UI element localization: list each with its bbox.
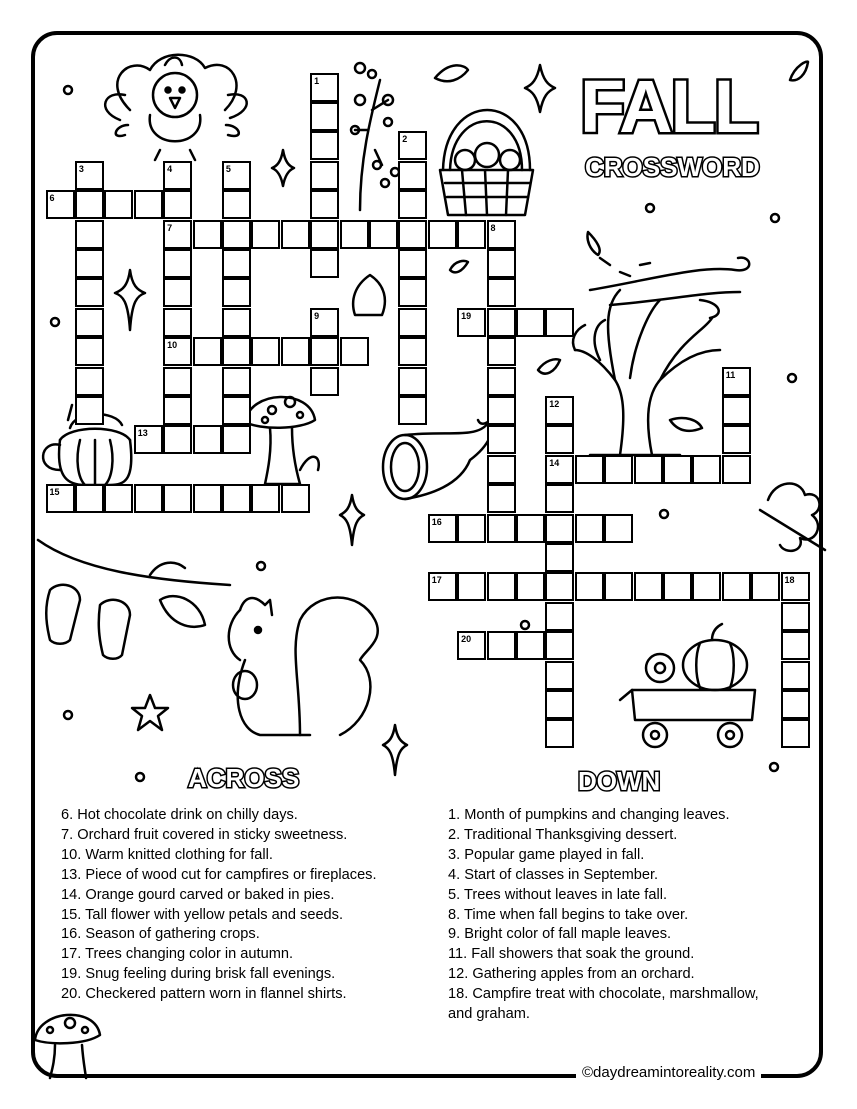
crossword-cell[interactable] bbox=[457, 514, 486, 543]
crossword-cell[interactable] bbox=[193, 425, 222, 454]
crossword-title: CROSSWORD bbox=[585, 152, 760, 182]
crossword-cell[interactable] bbox=[722, 425, 751, 454]
down-clue: 11. Fall showers that soak the ground. bbox=[448, 946, 695, 963]
crossword-cell[interactable] bbox=[487, 572, 516, 601]
crossword-cell[interactable] bbox=[222, 161, 251, 190]
crossword-cell[interactable] bbox=[428, 572, 457, 601]
pumpkin-wagon-icon bbox=[620, 624, 755, 747]
crossword-cell[interactable] bbox=[134, 190, 163, 219]
crossword-cell[interactable] bbox=[722, 396, 751, 425]
crossword-cell[interactable] bbox=[722, 367, 751, 396]
crossword-cell[interactable] bbox=[545, 602, 574, 631]
across-clue: 17. Trees changing color in autumn. bbox=[61, 946, 294, 963]
crossword-cell[interactable] bbox=[781, 719, 810, 748]
crossword-cell[interactable] bbox=[75, 190, 104, 219]
crossword-cell[interactable] bbox=[781, 661, 810, 690]
clue-number: 18 bbox=[784, 575, 795, 586]
crossword-cell[interactable] bbox=[310, 73, 339, 102]
crossword-cell[interactable] bbox=[134, 484, 163, 513]
crossword-cell[interactable] bbox=[663, 572, 692, 601]
clue-number: 7 bbox=[167, 222, 173, 233]
crossword-cell[interactable] bbox=[163, 337, 192, 366]
clue-number: 5 bbox=[225, 163, 231, 174]
crossword-cell[interactable] bbox=[545, 661, 574, 690]
crossword-cell[interactable] bbox=[340, 220, 369, 249]
across-clue-list bbox=[61, 806, 377, 1005]
crossword-cell[interactable] bbox=[781, 690, 810, 719]
across-clue: 16. Season of gathering crops. bbox=[61, 926, 260, 943]
clue-number: 16 bbox=[431, 516, 442, 527]
crossword-cell[interactable] bbox=[163, 249, 192, 278]
crossword-cell[interactable] bbox=[193, 337, 222, 366]
crossword-cell[interactable] bbox=[516, 631, 545, 660]
crossword-cell[interactable] bbox=[487, 278, 516, 307]
crossword-cell[interactable] bbox=[692, 572, 721, 601]
crossword-cell[interactable] bbox=[545, 425, 574, 454]
crossword-cell[interactable] bbox=[222, 367, 251, 396]
crossword-cell[interactable] bbox=[163, 190, 192, 219]
crossword-cell[interactable] bbox=[545, 514, 574, 543]
crossword-cell[interactable] bbox=[398, 337, 427, 366]
crossword-cell[interactable] bbox=[310, 161, 339, 190]
footer-credit: ©daydreamintoreality.com bbox=[576, 1064, 761, 1081]
oak-leaf-icon bbox=[760, 484, 825, 551]
crossword-cell[interactable] bbox=[487, 631, 516, 660]
title-fall-text: FALL bbox=[580, 70, 757, 140]
crossword-cell[interactable] bbox=[545, 572, 574, 601]
down-clue: 3. Popular game played in fall. bbox=[448, 846, 645, 863]
down-clue: 2. Traditional Thanksgiving dessert. bbox=[448, 826, 678, 843]
crossword-cell[interactable] bbox=[281, 220, 310, 249]
crossword-cell[interactable] bbox=[134, 425, 163, 454]
crossword-cell[interactable] bbox=[545, 484, 574, 513]
berry-branch-icon bbox=[351, 63, 399, 210]
down-clue: 18. Campfire treat with chocolate, marshmallow, bbox=[448, 986, 759, 1003]
down-clue-list bbox=[448, 806, 759, 1025]
across-clue: 7. Orchard fruit covered in sticky sweetness. bbox=[61, 826, 348, 843]
crossword-cell[interactable] bbox=[604, 514, 633, 543]
clue-number: 9 bbox=[314, 310, 320, 321]
crossword-cell[interactable] bbox=[457, 308, 486, 337]
clue-number: 8 bbox=[490, 222, 496, 233]
crossword-cell[interactable] bbox=[251, 337, 280, 366]
crossword-cell[interactable] bbox=[398, 367, 427, 396]
crossword-cell[interactable] bbox=[310, 249, 339, 278]
crossword-cell[interactable] bbox=[457, 220, 486, 249]
across-clue: 14. Orange gourd carved or baked in pies. bbox=[61, 886, 335, 903]
crossword-cell[interactable] bbox=[369, 220, 398, 249]
clue-number: 13 bbox=[137, 428, 148, 439]
crossword-cell[interactable] bbox=[163, 484, 192, 513]
crossword-cell[interactable] bbox=[428, 220, 457, 249]
crossword-cell[interactable] bbox=[163, 308, 192, 337]
crossword-cell[interactable] bbox=[398, 190, 427, 219]
down-clue: 5. Trees without leaves in late fall. bbox=[448, 886, 668, 903]
crossword-cell[interactable] bbox=[163, 278, 192, 307]
crossword-cell[interactable] bbox=[398, 308, 427, 337]
crossword-cell[interactable] bbox=[75, 278, 104, 307]
crossword-cell[interactable] bbox=[722, 455, 751, 484]
down-clue: 1. Month of pumpkins and changing leaves. bbox=[448, 807, 730, 823]
crossword-cell[interactable] bbox=[310, 337, 339, 366]
down-clue: 12. Gathering apples from an orchard. bbox=[448, 966, 695, 983]
clue-number: 4 bbox=[167, 163, 173, 174]
clue-number: 19 bbox=[461, 310, 472, 321]
crossword-cell[interactable] bbox=[104, 484, 133, 513]
crossword-cell[interactable] bbox=[751, 572, 780, 601]
across-heading: ACROSS bbox=[188, 763, 300, 793]
crossword-cell[interactable] bbox=[281, 337, 310, 366]
crossword-cell[interactable] bbox=[310, 220, 339, 249]
crossword-cell[interactable] bbox=[457, 631, 486, 660]
crossword-cell[interactable] bbox=[516, 514, 545, 543]
crossword-cell[interactable] bbox=[46, 484, 75, 513]
crossword-cell[interactable] bbox=[487, 425, 516, 454]
turkey-icon bbox=[105, 55, 247, 160]
crossword-cell[interactable] bbox=[634, 572, 663, 601]
crossword-cell[interactable] bbox=[604, 455, 633, 484]
crossword-cell[interactable] bbox=[75, 367, 104, 396]
crossword-cell[interactable] bbox=[457, 572, 486, 601]
down-heading: DOWN bbox=[578, 766, 661, 796]
crossword-cell[interactable] bbox=[722, 572, 751, 601]
crossword-cell[interactable] bbox=[516, 308, 545, 337]
clue-number: 6 bbox=[49, 193, 55, 204]
crossword-cell[interactable] bbox=[75, 220, 104, 249]
across-clue: 13. Piece of wood cut for campfires or fireplaces. bbox=[61, 866, 377, 883]
clue-number: 17 bbox=[431, 575, 442, 586]
clue-number: 3 bbox=[78, 163, 84, 174]
mushroom-icon bbox=[245, 397, 319, 484]
crossword-cell[interactable] bbox=[222, 308, 251, 337]
crossword-cell[interactable] bbox=[340, 337, 369, 366]
crossword-cell[interactable] bbox=[487, 337, 516, 366]
crossword-cell[interactable] bbox=[193, 220, 222, 249]
crossword-cell[interactable] bbox=[310, 308, 339, 337]
crossword-cell[interactable] bbox=[575, 514, 604, 543]
crossword-cell[interactable] bbox=[781, 602, 810, 631]
crossword-cell[interactable] bbox=[575, 455, 604, 484]
crossword-cell[interactable] bbox=[487, 220, 516, 249]
crossword-cell[interactable] bbox=[634, 455, 663, 484]
clue-number: 20 bbox=[461, 634, 472, 645]
clue-number: 15 bbox=[49, 487, 60, 498]
crossword-cell[interactable] bbox=[163, 396, 192, 425]
crossword-cell[interactable] bbox=[75, 249, 104, 278]
crossword-cell[interactable] bbox=[487, 249, 516, 278]
crossword-cell[interactable] bbox=[310, 131, 339, 160]
crossword-cell[interactable] bbox=[487, 484, 516, 513]
crossword-cell[interactable] bbox=[222, 484, 251, 513]
crossword-cell[interactable] bbox=[545, 690, 574, 719]
crossword-cell[interactable] bbox=[222, 337, 251, 366]
down-clue: 8. Time when fall begins to take over. bbox=[448, 906, 689, 923]
crossword-cell[interactable] bbox=[163, 220, 192, 249]
crossword-cell[interactable] bbox=[222, 425, 251, 454]
crossword-cell[interactable] bbox=[310, 367, 339, 396]
crossword-cell[interactable] bbox=[781, 572, 810, 601]
crossword-cell[interactable] bbox=[46, 190, 75, 219]
crossword-cell[interactable] bbox=[222, 278, 251, 307]
clue-number: 1 bbox=[314, 75, 320, 86]
crossword-cell[interactable] bbox=[310, 190, 339, 219]
crossword-cell[interactable] bbox=[663, 455, 692, 484]
crossword-cell[interactable] bbox=[75, 396, 104, 425]
crossword-cell[interactable] bbox=[222, 396, 251, 425]
crossword-cell[interactable] bbox=[398, 220, 427, 249]
crossword-cell[interactable] bbox=[75, 484, 104, 513]
across-clue: 15. Tall flower with yellow petals and seeds. bbox=[61, 906, 344, 923]
crossword-cell[interactable] bbox=[398, 131, 427, 160]
crossword-cell[interactable] bbox=[222, 220, 251, 249]
crossword-cell[interactable] bbox=[487, 396, 516, 425]
crossword-cell[interactable] bbox=[545, 631, 574, 660]
crossword-cell[interactable] bbox=[163, 367, 192, 396]
clue-number: 12 bbox=[549, 398, 560, 409]
crossword-cell[interactable] bbox=[545, 455, 574, 484]
crossword-cell[interactable] bbox=[487, 308, 516, 337]
crossword-cell[interactable] bbox=[487, 514, 516, 543]
crossword-cell[interactable] bbox=[251, 484, 280, 513]
wind-icon bbox=[590, 258, 749, 318]
across-clue: 20. Checkered pattern worn in flannel shirts. bbox=[61, 986, 347, 1003]
acorn-branch-icon bbox=[38, 540, 230, 659]
crossword-cell[interactable] bbox=[398, 396, 427, 425]
crossword-cell[interactable] bbox=[398, 278, 427, 307]
crossword-cell[interactable] bbox=[281, 484, 310, 513]
down-clue: 9. Bright color of fall maple leaves. bbox=[448, 926, 672, 943]
across-clue: 19. Snug feeling during brisk fall evenings. bbox=[61, 966, 336, 983]
crossword-cell[interactable] bbox=[545, 543, 574, 572]
crossword-cell[interactable] bbox=[692, 455, 721, 484]
crossword-cell[interactable] bbox=[222, 249, 251, 278]
crossword-cell[interactable] bbox=[545, 308, 574, 337]
crossword-cell[interactable] bbox=[163, 161, 192, 190]
clue-number: 2 bbox=[402, 134, 408, 145]
squirrel-icon bbox=[229, 598, 378, 736]
crossword-cell[interactable] bbox=[781, 631, 810, 660]
crossword-cell[interactable] bbox=[75, 308, 104, 337]
clue-number: 14 bbox=[549, 457, 560, 468]
crossword-cell[interactable] bbox=[398, 161, 427, 190]
crossword-cell[interactable] bbox=[75, 161, 104, 190]
crossword-cell[interactable] bbox=[193, 484, 222, 513]
crossword-cell[interactable] bbox=[163, 425, 192, 454]
crossword-cell[interactable] bbox=[398, 249, 427, 278]
crossword-cell[interactable] bbox=[604, 572, 633, 601]
crossword-cell[interactable] bbox=[516, 572, 545, 601]
crossword-cell[interactable] bbox=[310, 102, 339, 131]
crossword-cell[interactable] bbox=[428, 514, 457, 543]
across-clue: 6. Hot chocolate drink on chilly days. bbox=[61, 807, 298, 823]
crossword-cell[interactable] bbox=[487, 367, 516, 396]
fall-title bbox=[580, 70, 770, 140]
cornucopia-icon bbox=[383, 420, 492, 499]
across-clue: 10. Warm knitted clothing for fall. bbox=[61, 846, 273, 863]
down-clue: and graham. bbox=[448, 1006, 530, 1023]
crossword-cell[interactable] bbox=[575, 572, 604, 601]
down-clue: 4. Start of classes in September. bbox=[448, 866, 659, 883]
crossword-cell[interactable] bbox=[545, 719, 574, 748]
small-mushroom-icon bbox=[35, 1015, 100, 1078]
clue-number: 11 bbox=[725, 369, 736, 380]
crossword-cell[interactable] bbox=[545, 396, 574, 425]
crossword-cell[interactable] bbox=[75, 337, 104, 366]
crossword-cell[interactable] bbox=[222, 190, 251, 219]
clue-number: 10 bbox=[167, 340, 178, 351]
crossword-cell[interactable] bbox=[487, 455, 516, 484]
crossword-cell[interactable] bbox=[251, 220, 280, 249]
apple-basket-icon bbox=[440, 110, 533, 215]
crossword-cell[interactable] bbox=[104, 190, 133, 219]
